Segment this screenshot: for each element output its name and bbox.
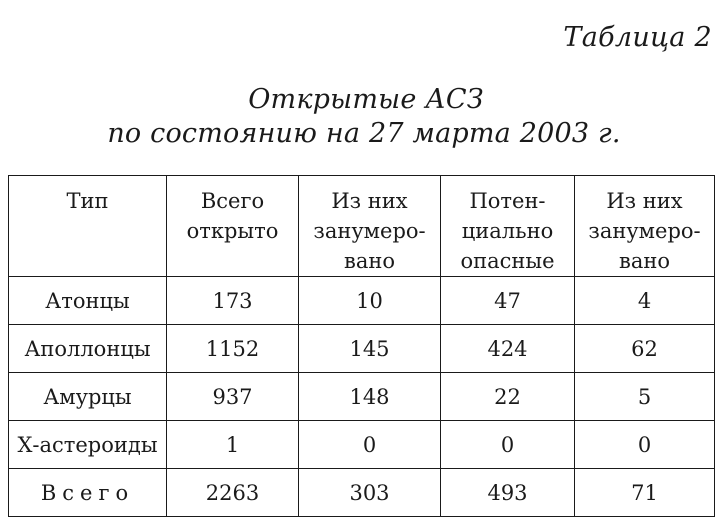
cell-total: 937 — [167, 373, 299, 421]
cell-total: 2263 — [167, 469, 299, 517]
header-row — [9, 176, 715, 277]
header-line: Тип — [66, 189, 109, 213]
cell-type: Х-астероиды — [9, 421, 167, 469]
cell-hazardous: 22 — [441, 373, 575, 421]
cell-numbered: 145 — [299, 325, 441, 373]
cell-hazardous-numbered: 0 — [575, 421, 715, 469]
cell-total: 1152 — [167, 325, 299, 373]
cell-numbered: 148 — [299, 373, 441, 421]
header-numbered — [299, 176, 441, 277]
cell-hazardous-numbered: 5 — [575, 373, 715, 421]
header-line: занумеро- — [588, 219, 701, 243]
header-line: открыто — [186, 219, 279, 243]
header-line: циально — [461, 219, 554, 243]
header-type — [9, 176, 167, 277]
header-line: Всего — [200, 189, 265, 213]
cell-type: Аполлонцы — [9, 325, 167, 373]
table-row — [9, 421, 715, 469]
table-subtitle: по состоянию на 27 марта 2003 г. — [107, 118, 621, 149]
cell-hazardous: 0 — [441, 421, 575, 469]
cell-hazardous-numbered: 71 — [575, 469, 715, 517]
cell-hazardous-numbered: 4 — [575, 277, 715, 325]
cell-hazardous: 493 — [441, 469, 575, 517]
header-line: вано — [619, 249, 670, 273]
header-line: Из них — [606, 189, 683, 213]
cell-type: Всего — [9, 469, 167, 517]
table-title: Открытые АСЗ — [248, 84, 484, 115]
cell-total: 173 — [167, 277, 299, 325]
header-line: занумеро- — [313, 219, 426, 243]
header-line: вано — [344, 249, 395, 273]
cell-numbered: 303 — [299, 469, 441, 517]
header-line: Потен- — [469, 189, 546, 213]
cell-hazardous-numbered: 62 — [575, 325, 715, 373]
cell-numbered: 10 — [299, 277, 441, 325]
cell-total: 1 — [167, 421, 299, 469]
table-row-total — [9, 469, 715, 517]
header-total-discovered — [167, 176, 299, 277]
asteroid-table — [8, 175, 715, 517]
table-number-label: Таблица 2 — [563, 22, 712, 53]
table-row — [9, 277, 715, 325]
header-hazardous-numbered — [575, 176, 715, 277]
header-potentially-hazardous — [441, 176, 575, 277]
table-row — [9, 325, 715, 373]
header-line: опасные — [460, 249, 555, 273]
cell-hazardous: 424 — [441, 325, 575, 373]
cell-hazardous: 47 — [441, 277, 575, 325]
cell-numbered: 0 — [299, 421, 441, 469]
header-line: Из них — [331, 189, 408, 213]
table-row — [9, 373, 715, 421]
cell-type: Атонцы — [9, 277, 167, 325]
cell-type: Амурцы — [9, 373, 167, 421]
